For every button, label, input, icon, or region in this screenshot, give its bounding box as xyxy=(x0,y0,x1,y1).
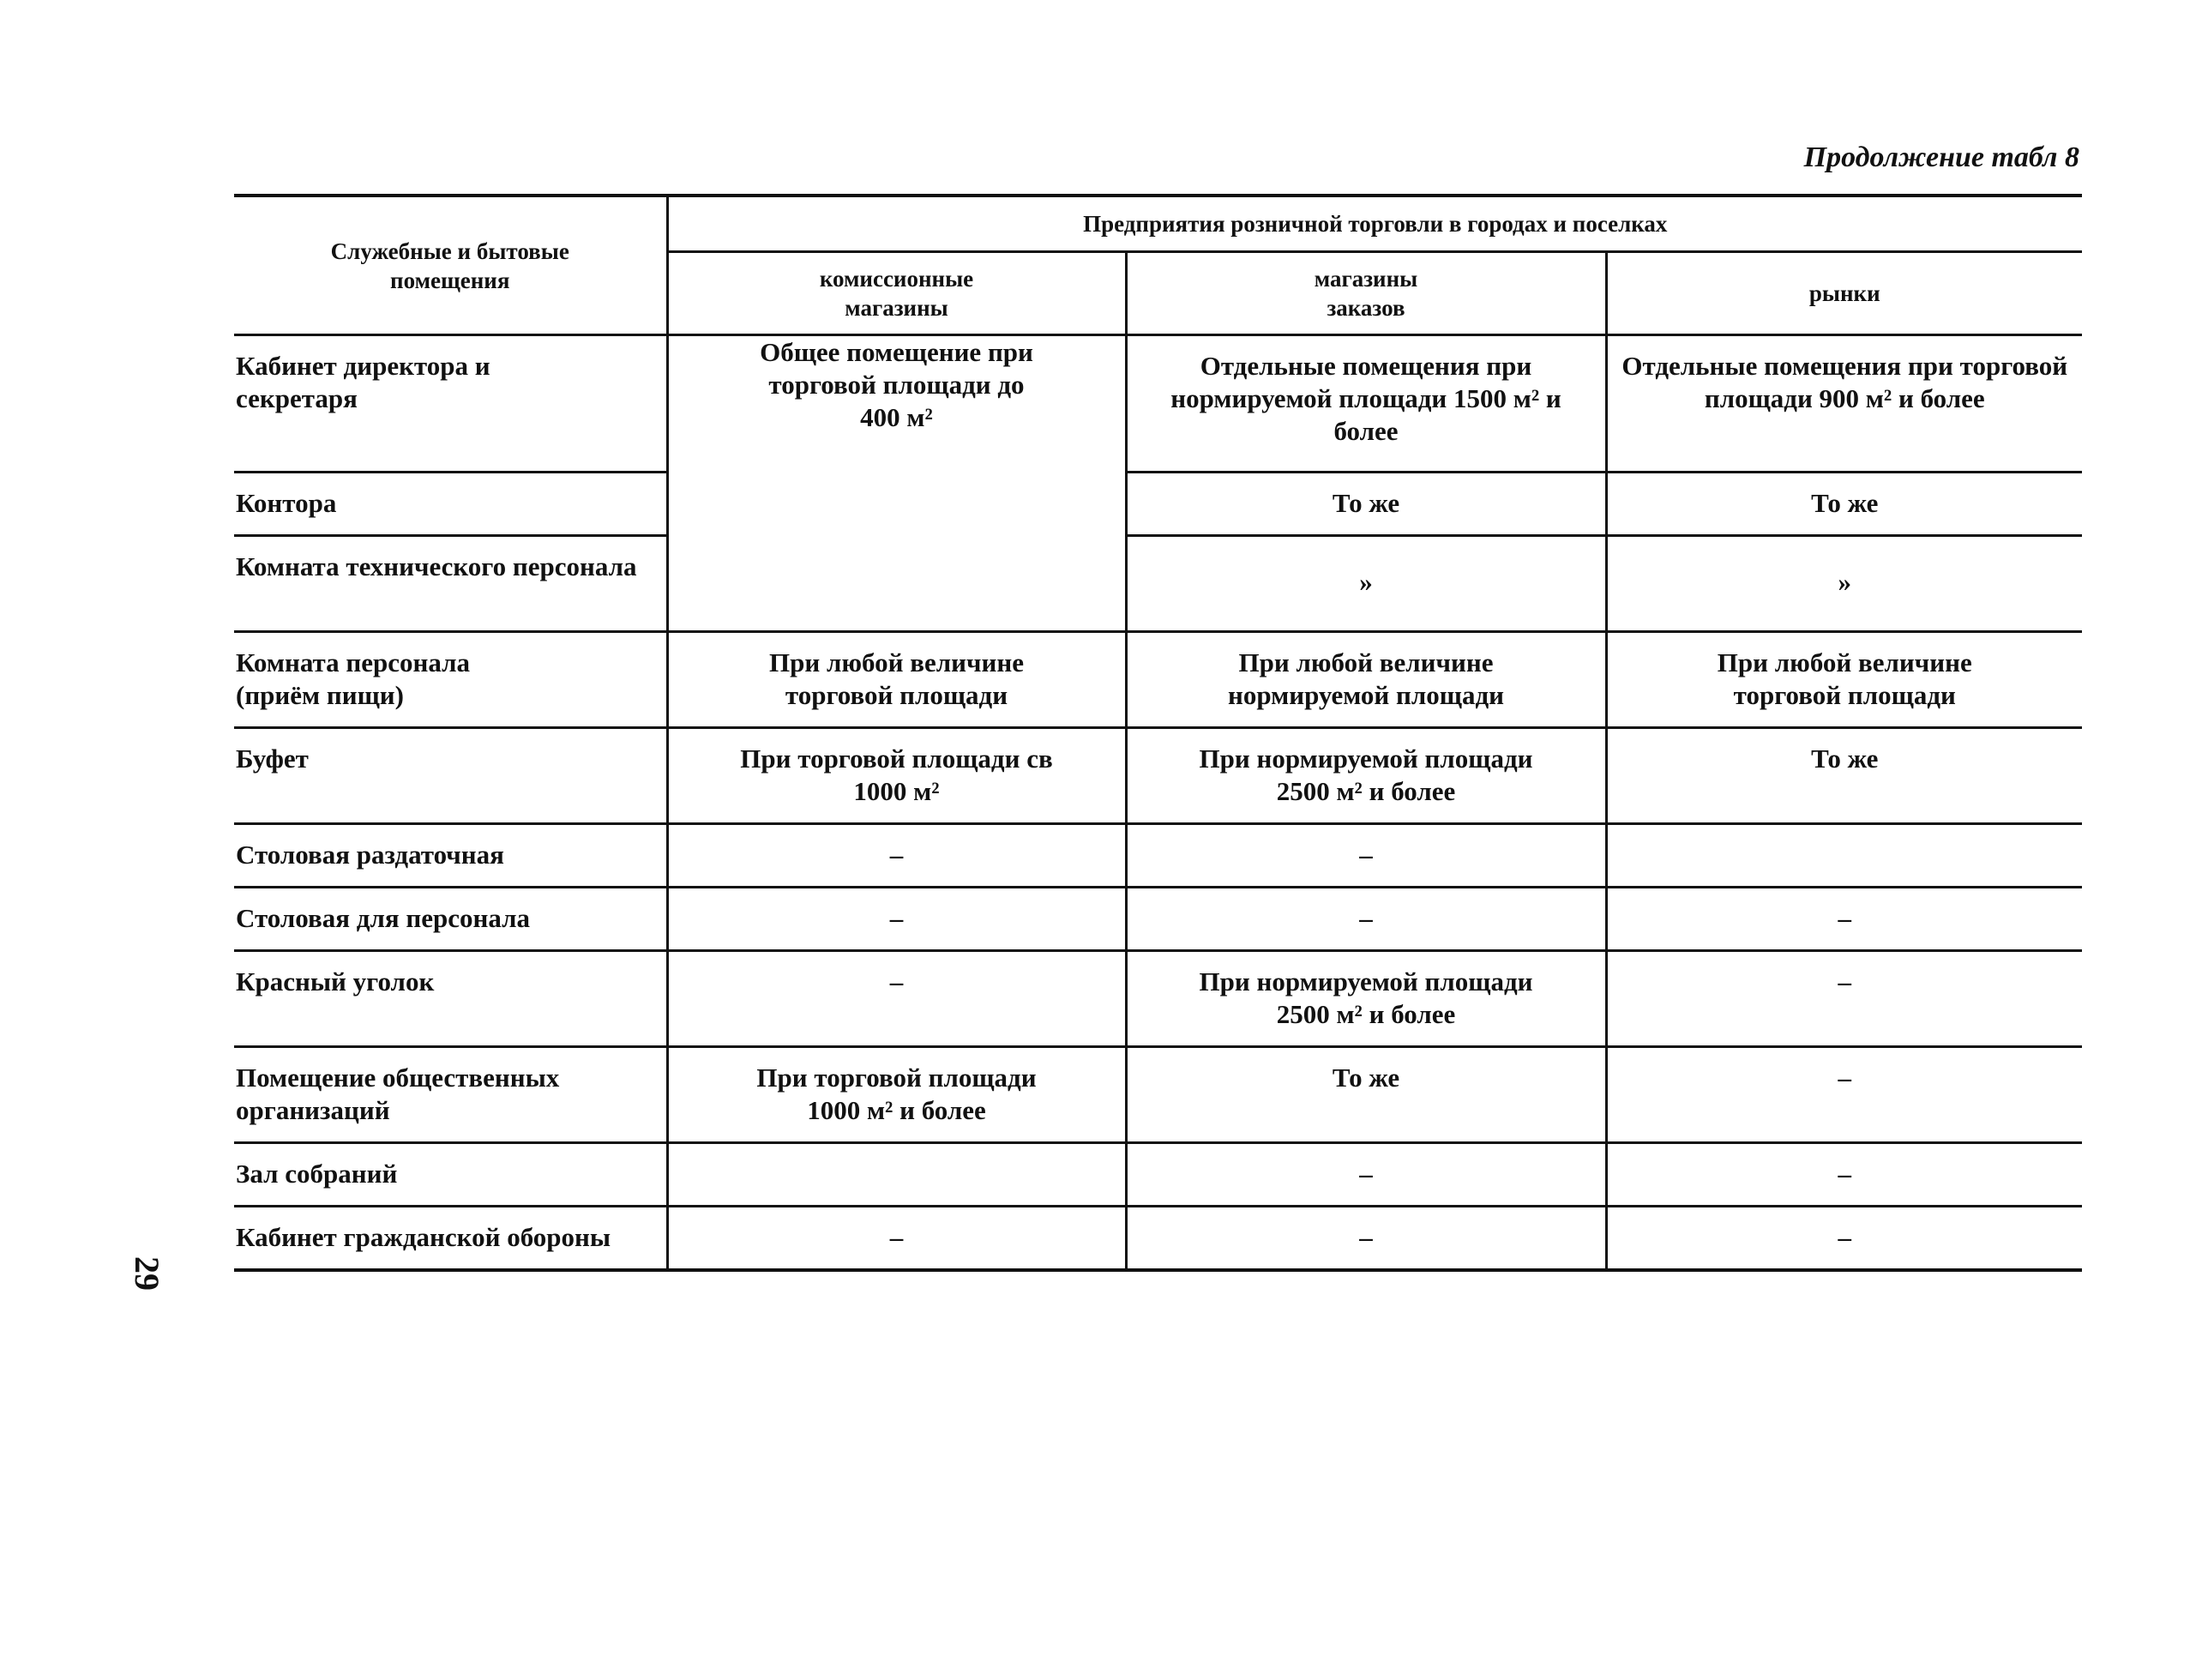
cell-markets: То же xyxy=(1606,728,2082,824)
cell-markets: При любой величине торговой площади xyxy=(1606,632,2082,728)
cell-order-shops: При любой величине нормируемой площади xyxy=(1126,632,1606,728)
row-name: Столовая раздаточная xyxy=(234,824,667,888)
table-row xyxy=(234,536,2082,632)
row-name: Красный уголок xyxy=(234,951,667,1047)
table-row xyxy=(234,1207,2082,1270)
cell-commission: – xyxy=(667,824,1126,888)
group-header-cell: Предприятия розничной торговли в городах и поселках xyxy=(667,196,2082,252)
cell-markets: – xyxy=(1606,951,2082,1047)
table-row xyxy=(234,632,2082,728)
cell-commission: – xyxy=(667,951,1126,1047)
cell-markets: – xyxy=(1606,1047,2082,1143)
column-header-markets: рынки xyxy=(1606,252,2082,335)
table-row xyxy=(234,1143,2082,1207)
row-name: Комната технического персонала xyxy=(234,536,667,632)
cell-order-shops: – xyxy=(1126,824,1606,888)
table-row xyxy=(234,824,2082,888)
row-name: Контора xyxy=(234,473,667,536)
table-row xyxy=(234,728,2082,824)
cell-markets xyxy=(1606,824,2082,888)
cell-markets: Отдельные помещения при торговой площади 900 м² и более xyxy=(1606,335,2082,473)
cell-order-shops: При нормируемой площади 2500 м² и более xyxy=(1126,951,1606,1047)
column-header-order-shops: магазины заказов xyxy=(1126,252,1606,335)
table-row xyxy=(234,1047,2082,1143)
merged-office-cell: Общее помещение при торговой площади до 400 м² xyxy=(667,335,1126,632)
cell-order-shops: – xyxy=(1126,1143,1606,1207)
table-caption: Продолжение табл 8 xyxy=(1803,142,2079,173)
cell-commission: При торговой площади 1000 м² и более xyxy=(667,1047,1126,1143)
cell-commission: При торговой площади св 1000 м² xyxy=(667,728,1126,824)
cell-order-shops: » xyxy=(1126,536,1606,632)
cell-order-shops: То же xyxy=(1126,1047,1606,1143)
cell-markets: – xyxy=(1606,1143,2082,1207)
row-name: Кабинет директора и секретаря xyxy=(234,335,667,473)
cell-order-shops: – xyxy=(1126,1207,1606,1270)
cell-order-shops: Отдельные помещения при нормируемой площади 1500 м² и более xyxy=(1126,335,1606,473)
cell-markets: То же xyxy=(1606,473,2082,536)
column-header-commission: комиссионные магазины xyxy=(667,252,1126,335)
row-name: Кабинет гражданской обороны xyxy=(234,1207,667,1270)
table-row xyxy=(234,335,2082,473)
table-row xyxy=(234,951,2082,1047)
table-row xyxy=(234,888,2082,951)
cell-commission xyxy=(667,1143,1126,1207)
cell-commission: При любой величине торговой площади xyxy=(667,632,1126,728)
row-name: Помещение общественных организаций xyxy=(234,1047,667,1143)
row-header-cell: Служебные и бытовые помещения xyxy=(234,196,667,335)
cell-order-shops: То же xyxy=(1126,473,1606,536)
row-name: Столовая для персонала xyxy=(234,888,667,951)
row-name: Зал собраний xyxy=(234,1143,667,1207)
cell-order-shops: При нормируемой площади 2500 м² и более xyxy=(1126,728,1606,824)
cell-markets: » xyxy=(1606,536,2082,632)
page-number: 29 xyxy=(128,1256,166,1291)
table-row xyxy=(234,473,2082,536)
cell-commission: – xyxy=(667,1207,1126,1270)
header-row-group xyxy=(234,196,2082,252)
cell-commission: – xyxy=(667,888,1126,951)
row-name: Буфет xyxy=(234,728,667,824)
cell-order-shops: – xyxy=(1126,888,1606,951)
requirements-table xyxy=(234,194,2082,1272)
row-name: Комната персонала (приём пищи) xyxy=(234,632,667,728)
cell-markets: – xyxy=(1606,888,2082,951)
cell-markets: – xyxy=(1606,1207,2082,1270)
